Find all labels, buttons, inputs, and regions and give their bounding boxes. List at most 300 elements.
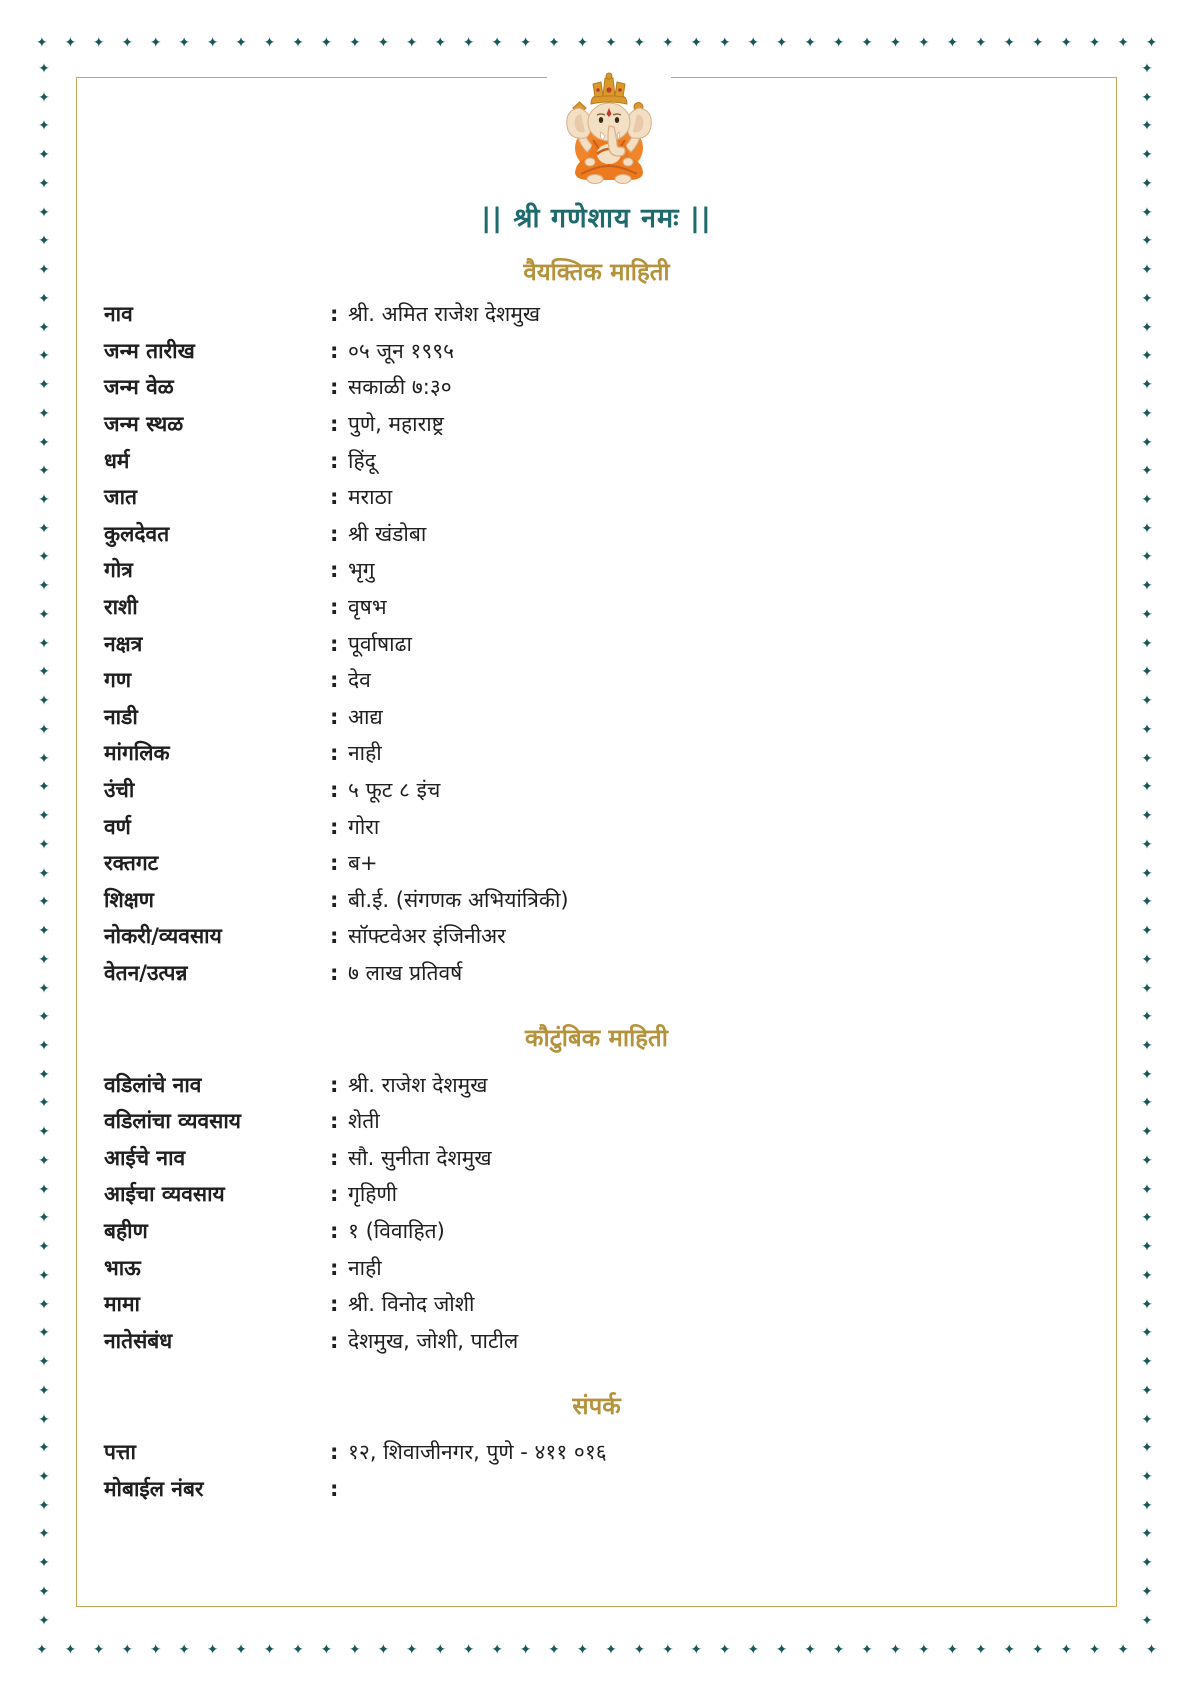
page-border-bottom: [36, 1640, 1158, 1660]
info-row: [104, 516, 1089, 553]
row-value: सॉफ्टवेअर इंजिनीअर: [348, 924, 506, 949]
diamond-icon: ✦: [405, 35, 418, 51]
row-value: वृषभ: [348, 595, 387, 620]
row-value: ०५ जून १९९५: [348, 338, 455, 363]
row-colon: :: [330, 1476, 339, 1501]
row-value: श्री. विनोद जोशी: [348, 1292, 475, 1317]
diamond-icon: ✦: [292, 35, 304, 51]
diamond-icon: ✦: [178, 1642, 190, 1658]
row-value: नाही: [348, 1255, 382, 1280]
row-colon: :: [330, 302, 339, 327]
diamond-icon: ✦: [38, 1267, 50, 1284]
row-label: वडिलांचा व्यवसाय: [104, 1109, 241, 1134]
row-label: बहीण: [104, 1218, 148, 1243]
row-value: गोरा: [348, 814, 380, 839]
diamond-icon: ✦: [861, 35, 873, 51]
diamond-icon: ✦: [1141, 61, 1153, 77]
diamond-icon: ✦: [38, 894, 50, 911]
diamond-icon: ✦: [1141, 549, 1153, 566]
row-colon: :: [330, 448, 339, 473]
diamond-icon: ✦: [38, 779, 50, 796]
row-label: नाव: [104, 302, 133, 327]
info-row: [104, 625, 1089, 662]
diamond-icon: ✦: [38, 1009, 50, 1026]
diamond-icon: ✦: [1141, 750, 1153, 767]
diamond-icon: ✦: [38, 492, 50, 509]
row-colon: :: [330, 558, 339, 583]
diamond-icon: ✦: [491, 35, 503, 51]
page-border-right: [1137, 62, 1157, 1628]
info-row: [104, 552, 1089, 589]
row-colon: :: [330, 485, 339, 510]
row-colon: :: [330, 631, 339, 656]
row-colon: :: [330, 1218, 339, 1243]
diamond-icon: ✦: [1141, 1555, 1153, 1572]
diamond-icon: ✦: [1141, 434, 1153, 451]
diamond-icon: ✦: [1141, 1526, 1153, 1543]
diamond-icon: ✦: [1141, 1267, 1153, 1284]
row-colon: :: [330, 814, 339, 839]
diamond-icon: ✦: [38, 1325, 50, 1342]
diamond-icon: ✦: [1141, 290, 1153, 307]
diamond-icon: ✦: [38, 175, 50, 192]
info-row: [104, 369, 1089, 406]
row-colon: :: [330, 521, 339, 546]
diamond-icon: ✦: [149, 1642, 162, 1658]
diamond-icon: ✦: [1141, 865, 1153, 882]
info-row: [104, 1213, 1089, 1250]
diamond-icon: ✦: [633, 1642, 646, 1658]
row-value: श्री खंडोबा: [348, 521, 427, 546]
row-colon: :: [330, 375, 339, 400]
diamond-icon: ✦: [1141, 635, 1153, 652]
row-colon: :: [330, 595, 339, 620]
diamond-icon: ✦: [38, 1382, 50, 1399]
info-row: [104, 845, 1089, 882]
info-row: [104, 772, 1089, 809]
diamond-icon: ✦: [92, 1642, 105, 1658]
row-value: मराठा: [348, 485, 393, 510]
diamond-icon: ✦: [38, 1440, 50, 1457]
diamond-icon: ✦: [1141, 1152, 1153, 1169]
diamond-icon: ✦: [1141, 262, 1153, 279]
page-border-left: [34, 62, 54, 1628]
diamond-icon: ✦: [38, 233, 50, 250]
diamond-icon: ✦: [38, 693, 50, 710]
row-label: कुलदेवत: [104, 521, 170, 546]
diamond-icon: ✦: [405, 1642, 418, 1658]
row-value: नाही: [348, 741, 382, 766]
diamond-icon: ✦: [661, 35, 674, 51]
diamond-icon: ✦: [377, 1642, 390, 1658]
diamond-icon: ✦: [263, 35, 276, 51]
diamond-icon: ✦: [235, 1642, 247, 1658]
diamond-icon: ✦: [1141, 894, 1153, 911]
row-value: भृगु: [348, 558, 375, 583]
diamond-icon: ✦: [38, 520, 50, 537]
diamond-icon: ✦: [946, 1642, 959, 1658]
info-row: [104, 1249, 1089, 1286]
info-row: [104, 1066, 1089, 1103]
diamond-icon: ✦: [1003, 35, 1016, 51]
diamond-icon: ✦: [718, 1642, 731, 1658]
row-label: पत्ता: [104, 1440, 136, 1465]
diamond-icon: ✦: [1141, 1181, 1153, 1198]
row-label: आईचे नाव: [104, 1145, 186, 1170]
diamond-icon: ✦: [861, 1642, 873, 1658]
diamond-icon: ✦: [1003, 1642, 1016, 1658]
diamond-icon: ✦: [1141, 1009, 1153, 1026]
diamond-icon: ✦: [1141, 1382, 1153, 1399]
row-label: शिक्षण: [104, 887, 154, 912]
diamond-icon: ✦: [38, 434, 50, 451]
diamond-icon: ✦: [1141, 1468, 1153, 1485]
diamond-icon: ✦: [1141, 147, 1153, 164]
row-label: जात: [104, 485, 137, 510]
row-value: श्री. अमित राजेश देशमुख: [348, 302, 541, 327]
row-label: नक्षत्र: [104, 631, 143, 656]
diamond-icon: ✦: [1141, 1066, 1153, 1083]
row-colon: :: [330, 338, 339, 363]
row-colon: :: [330, 1292, 339, 1317]
diamond-icon: ✦: [1145, 1642, 1158, 1658]
diamond-icon: ✦: [38, 1583, 50, 1600]
diamond-icon: ✦: [1141, 1210, 1153, 1227]
diamond-icon: ✦: [38, 1612, 50, 1629]
diamond-icon: ✦: [1141, 405, 1153, 422]
diamond-icon: ✦: [38, 606, 50, 623]
diamond-icon: ✦: [121, 1642, 134, 1658]
diamond-icon: ✦: [633, 35, 646, 51]
row-value: पुणे, महाराष्ट्र: [348, 412, 444, 437]
diamond-icon: ✦: [348, 35, 361, 51]
diamond-icon: ✦: [38, 750, 50, 767]
diamond-icon: ✦: [462, 1642, 475, 1658]
row-label: मांगलिक: [104, 741, 170, 766]
section-heading-family: कौटुंबिक माहिती: [525, 1024, 668, 1053]
diamond-icon: ✦: [235, 35, 247, 51]
sections-container: [104, 255, 1089, 1507]
diamond-icon: ✦: [38, 635, 50, 652]
ganesha-icon: [557, 70, 661, 186]
page-border-top: [36, 33, 1158, 53]
diamond-icon: ✦: [519, 35, 532, 51]
diamond-icon: ✦: [38, 1239, 50, 1256]
info-row: [104, 735, 1089, 772]
diamond-icon: ✦: [1141, 1296, 1153, 1313]
diamond-icon: ✦: [1141, 89, 1153, 106]
diamond-icon: ✦: [690, 35, 703, 51]
diamond-icon: ✦: [1141, 606, 1153, 623]
diamond-icon: ✦: [38, 1296, 50, 1313]
row-colon: :: [330, 1328, 339, 1353]
row-label: नाडी: [104, 704, 138, 729]
diamond-icon: ✦: [1117, 35, 1129, 51]
diamond-icon: ✦: [38, 1066, 50, 1083]
diamond-icon: ✦: [38, 1152, 50, 1169]
diamond-icon: ✦: [1060, 35, 1073, 51]
diamond-icon: ✦: [804, 1642, 816, 1658]
diamond-icon: ✦: [462, 35, 475, 51]
diamond-icon: ✦: [1088, 1642, 1101, 1658]
info-row: [104, 589, 1089, 626]
diamond-icon: ✦: [38, 578, 50, 595]
diamond-icon: ✦: [519, 1642, 532, 1658]
diamond-icon: ✦: [1145, 35, 1158, 51]
diamond-icon: ✦: [548, 1642, 560, 1658]
row-colon: :: [330, 1440, 339, 1465]
diamond-icon: ✦: [206, 35, 219, 51]
diamond-icon: ✦: [491, 1642, 503, 1658]
diamond-icon: ✦: [1141, 492, 1153, 509]
row-label: वडिलांचे नाव: [104, 1072, 202, 1097]
row-label: उंची: [104, 778, 135, 803]
diamond-icon: ✦: [832, 1642, 845, 1658]
diamond-icon: ✦: [434, 35, 447, 51]
diamond-icon: ✦: [1141, 520, 1153, 537]
diamond-icon: ✦: [1141, 118, 1153, 135]
info-row: [104, 442, 1089, 479]
row-colon: :: [330, 887, 339, 912]
row-value: श्री. राजेश देशमुख: [348, 1072, 488, 1097]
row-colon: :: [330, 778, 339, 803]
diamond-icon: ✦: [206, 1642, 219, 1658]
diamond-icon: ✦: [92, 35, 105, 51]
row-colon: :: [330, 960, 339, 985]
info-row: [104, 1471, 1089, 1508]
row-colon: :: [330, 851, 339, 876]
row-label: आईचा व्यवसाय: [104, 1182, 225, 1207]
diamond-icon: ✦: [38, 1497, 50, 1514]
diamond-icon: ✦: [377, 35, 390, 51]
diamond-icon: ✦: [38, 290, 50, 307]
diamond-icon: ✦: [38, 664, 50, 681]
row-label: मोबाईल नंबर: [104, 1476, 204, 1501]
diamond-icon: ✦: [38, 1095, 50, 1112]
row-value: १ (विवाहित): [348, 1218, 445, 1243]
row-value: ७ लाख प्रतिवर्ष: [348, 960, 463, 985]
row-colon: :: [330, 1072, 339, 1097]
diamond-icon: ✦: [38, 1037, 50, 1054]
row-colon: :: [330, 668, 339, 693]
diamond-icon: ✦: [1088, 35, 1101, 51]
row-value: देव: [348, 668, 371, 693]
diamond-icon: ✦: [1141, 1411, 1153, 1428]
diamond-icon: ✦: [1141, 233, 1153, 250]
diamond-icon: ✦: [661, 1642, 674, 1658]
diamond-icon: ✦: [434, 1642, 447, 1658]
diamond-icon: ✦: [38, 980, 50, 997]
diamond-icon: ✦: [1117, 1642, 1129, 1658]
diamond-icon: ✦: [292, 1642, 304, 1658]
diamond-icon: ✦: [889, 35, 902, 51]
diamond-icon: ✦: [747, 1642, 760, 1658]
info-row: [104, 406, 1089, 443]
info-row: [104, 955, 1089, 992]
diamond-icon: ✦: [1141, 923, 1153, 940]
row-label: गोत्र: [104, 558, 133, 583]
info-row: [104, 918, 1089, 955]
diamond-icon: ✦: [149, 35, 162, 51]
row-colon: :: [330, 1255, 339, 1280]
biodata-document: [76, 77, 1117, 1607]
row-label: नातेसंबंध: [104, 1328, 173, 1353]
row-value: देशमुख, जोशी, पाटील: [348, 1328, 519, 1353]
diamond-icon: ✦: [1141, 1583, 1153, 1600]
diamond-icon: ✦: [320, 1642, 333, 1658]
diamond-icon: ✦: [946, 35, 959, 51]
diamond-icon: ✦: [804, 35, 816, 51]
row-value: ५ फूट ८ इंच: [348, 778, 441, 803]
info-row: [104, 1322, 1089, 1359]
diamond-icon: ✦: [38, 405, 50, 422]
row-value: सौ. सुनीता देशमुख: [348, 1145, 492, 1170]
diamond-icon: ✦: [38, 836, 50, 853]
diamond-icon: ✦: [974, 35, 987, 51]
diamond-icon: ✦: [1141, 377, 1153, 394]
diamond-icon: ✦: [121, 35, 134, 51]
diamond-icon: ✦: [1141, 348, 1153, 365]
diamond-icon: ✦: [1141, 1037, 1153, 1054]
row-value: १२, शिवाजीनगर, पुणे - ४११ ०१६: [348, 1440, 607, 1465]
diamond-icon: ✦: [1141, 1612, 1153, 1629]
diamond-icon: ✦: [1141, 980, 1153, 997]
diamond-icon: ✦: [1141, 664, 1153, 681]
diamond-icon: ✦: [576, 1642, 589, 1658]
diamond-icon: ✦: [38, 1555, 50, 1572]
info-row: [104, 479, 1089, 516]
diamond-icon: ✦: [1060, 1642, 1073, 1658]
diamond-icon: ✦: [348, 1642, 361, 1658]
diamond-icon: ✦: [1141, 1497, 1153, 1514]
diamond-icon: ✦: [718, 35, 731, 51]
diamond-icon: ✦: [1141, 1354, 1153, 1371]
diamond-icon: ✦: [263, 1642, 276, 1658]
info-row: [104, 333, 1089, 370]
info-row: [104, 1286, 1089, 1323]
diamond-icon: ✦: [1141, 836, 1153, 853]
diamond-icon: ✦: [38, 1468, 50, 1485]
diamond-icon: ✦: [38, 204, 50, 221]
row-label: गण: [104, 668, 132, 693]
row-colon: :: [330, 741, 339, 766]
info-row: [104, 1103, 1089, 1140]
diamond-icon: ✦: [38, 1526, 50, 1543]
row-label: जन्म तारीख: [104, 338, 195, 363]
diamond-icon: ✦: [38, 1354, 50, 1371]
row-label: जन्म वेळ: [104, 375, 174, 400]
diamond-icon: ✦: [775, 1642, 788, 1658]
page-title: || श्री गणेशाय नमः ||: [481, 203, 712, 234]
diamond-icon: ✦: [1141, 578, 1153, 595]
diamond-icon: ✦: [1031, 1642, 1044, 1658]
diamond-icon: ✦: [38, 118, 50, 135]
diamond-icon: ✦: [38, 61, 50, 77]
row-colon: :: [330, 1182, 339, 1207]
row-value: बी.ई. (संगणक अभियांत्रिकी): [348, 887, 569, 912]
diamond-icon: ✦: [1141, 204, 1153, 221]
row-label: राशी: [104, 595, 138, 620]
row-label: जन्म स्थळ: [104, 412, 184, 437]
diamond-icon: ✦: [38, 89, 50, 106]
diamond-icon: ✦: [36, 35, 48, 51]
diamond-icon: ✦: [38, 1210, 50, 1227]
info-row: [104, 1139, 1089, 1176]
diamond-icon: ✦: [889, 1642, 902, 1658]
row-label: नोकरी/व्यवसाय: [104, 924, 222, 949]
row-colon: :: [330, 924, 339, 949]
diamond-icon: ✦: [548, 35, 560, 51]
diamond-icon: ✦: [38, 951, 50, 968]
diamond-icon: ✦: [1141, 1124, 1153, 1141]
diamond-icon: ✦: [38, 147, 50, 164]
info-row: [104, 296, 1089, 333]
info-row: [104, 699, 1089, 736]
diamond-icon: ✦: [38, 549, 50, 566]
row-colon: :: [330, 412, 339, 437]
diamond-icon: ✦: [918, 35, 930, 51]
diamond-icon: ✦: [1141, 808, 1153, 825]
row-colon: :: [330, 704, 339, 729]
diamond-icon: ✦: [38, 1411, 50, 1428]
info-row: [104, 882, 1089, 919]
diamond-icon: ✦: [775, 35, 788, 51]
row-label: धर्म: [104, 448, 130, 473]
diamond-icon: ✦: [320, 35, 333, 51]
info-row: [104, 1434, 1089, 1471]
diamond-icon: ✦: [918, 1642, 930, 1658]
diamond-icon: ✦: [38, 1124, 50, 1141]
info-row: [104, 662, 1089, 699]
diamond-icon: ✦: [832, 35, 845, 51]
diamond-icon: ✦: [38, 721, 50, 738]
diamond-icon: ✦: [178, 35, 190, 51]
diamond-icon: ✦: [1141, 779, 1153, 796]
diamond-icon: ✦: [38, 319, 50, 336]
row-colon: :: [330, 1145, 339, 1170]
diamond-icon: ✦: [1141, 319, 1153, 336]
diamond-icon: ✦: [747, 35, 760, 51]
diamond-icon: ✦: [64, 1642, 77, 1658]
diamond-icon: ✦: [38, 348, 50, 365]
diamond-icon: ✦: [576, 35, 589, 51]
row-label: मामा: [104, 1292, 140, 1317]
diamond-icon: ✦: [1141, 1325, 1153, 1342]
diamond-icon: ✦: [605, 35, 617, 51]
section-heading-contact: संपर्क: [572, 1392, 621, 1421]
row-label: वेतन/उत्पन्न: [104, 960, 188, 985]
info-row: [104, 808, 1089, 845]
row-value: पूर्वाषाढा: [348, 631, 412, 656]
diamond-icon: ✦: [36, 1642, 48, 1658]
diamond-icon: ✦: [38, 923, 50, 940]
diamond-icon: ✦: [38, 865, 50, 882]
row-label: भाऊ: [104, 1255, 141, 1280]
diamond-icon: ✦: [1141, 463, 1153, 480]
diamond-icon: ✦: [38, 808, 50, 825]
diamond-icon: ✦: [1141, 1239, 1153, 1256]
diamond-icon: ✦: [1141, 951, 1153, 968]
diamond-icon: ✦: [38, 1181, 50, 1198]
diamond-icon: ✦: [690, 1642, 703, 1658]
row-value: आद्य: [348, 704, 383, 729]
diamond-icon: ✦: [1141, 1440, 1153, 1457]
diamond-icon: ✦: [1141, 693, 1153, 710]
ganesha-image: [547, 70, 671, 186]
info-row: [104, 1176, 1089, 1213]
diamond-icon: ✦: [38, 463, 50, 480]
diamond-icon: ✦: [1141, 175, 1153, 192]
